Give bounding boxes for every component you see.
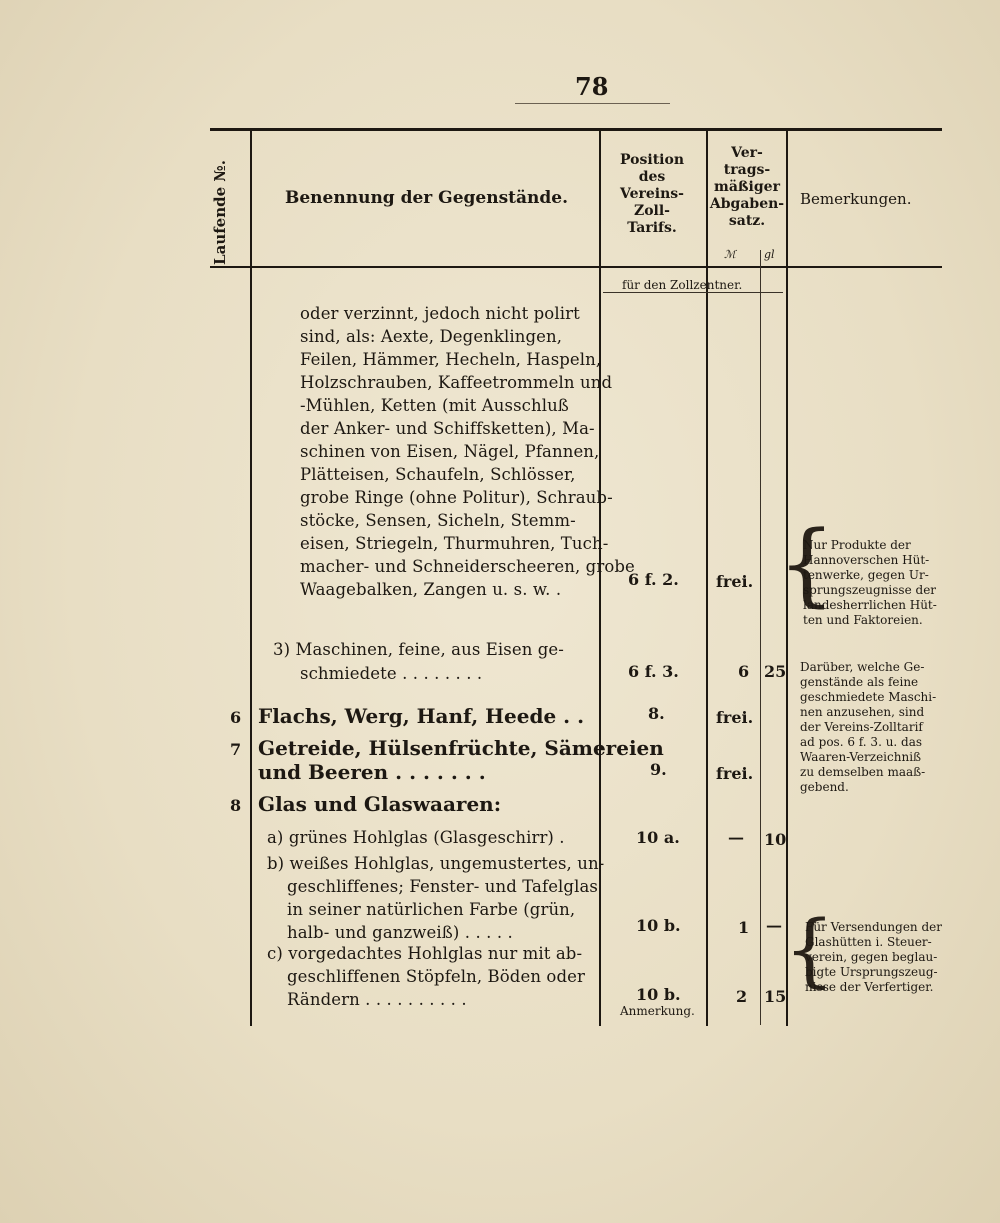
glas-c-note: Anmerkung.	[620, 1004, 695, 1018]
item-position: 9.	[650, 760, 667, 779]
table-top-rule	[210, 128, 942, 131]
glas-a-position: 10 a.	[636, 828, 680, 847]
item-label-getreide-2: und Beeren . . . . . . .	[258, 760, 486, 784]
remark-hannover: Nur Produkte der Hannoverschen Hüt- tenwerke, gegen Ur- sprungszeugnisse der landesherrlichen Hüt- ten und Faktoreien.	[803, 538, 937, 627]
item-label-flachs: Flachs, Werg, Hanf, Heede . .	[258, 704, 585, 728]
glas-c-satz-groschen: 15	[764, 987, 787, 1006]
item-position: 8.	[648, 704, 665, 723]
page-number-rule	[515, 103, 670, 104]
page-number: 78	[575, 72, 609, 101]
maschinen-position: 6 f. 3.	[628, 662, 679, 681]
item-description-block: oder verzinnt, jedoch nicht polirt sind, als: Aexte, Degenklingen, Feilen, Hämmer, Hecheln, Haspeln, Holzschrauben, Kaffeetrommeln und -Mühlen, Ketten (mit Ausschluß der Anker- und Schiffsketten), Ma- schinen von Eisen, Nägel, Pfannen, Plätteisen, Schaufeln, Schlösser, grobe Ringe (ohne Politur), Schraub- stöcke, Sensen, Sicheln, Stemm- eisen, Striegeln, Thurmuhren, Tuch- macher- und Schneiderscheeren, grobe Waagebalken, Zangen u. s. w. .	[300, 304, 635, 599]
header-benennung: Benennung der Gegenstände.	[285, 188, 568, 208]
glas-b-label: b) weißes Hohlglas, ungemustertes, un- geschliffenes; Fenster- und Tafelglas in seiner natürlichen Farbe (grün, halb- und ganzweiß) . . . . .	[267, 854, 605, 942]
row1-position: 6 f. 2.	[628, 570, 679, 589]
remark-maschinen: Darüber, welche Ge- genstände als feine geschmiedete Maschi- nen anzusehen, sind der Vereins-Zolltarif ad pos. 6 f. 3. u. das Waaren-Verzeichniß zu demselben maaß- gebend.	[800, 660, 937, 794]
glas-b-position: 10 b.	[636, 916, 681, 935]
item-number: 6	[230, 708, 242, 727]
glas-c-satz-thaler: 2	[736, 987, 748, 1006]
maschinen-label: 3) Maschinen, feine, aus Eisen ge-	[273, 640, 564, 659]
glas-a-satz-groschen: 10	[764, 830, 787, 849]
glas-a-label: a) grünes Hohlglas (Glasgeschirr) .	[267, 828, 565, 847]
item-number: 7	[230, 740, 242, 759]
header-position: Position des Vereins- Zoll- Tarifs.	[620, 152, 684, 236]
glas-a-satz-thaler: —	[728, 828, 744, 847]
item-label-getreide: Getreide, Hülsenfrüchte, Sämereien	[258, 736, 664, 760]
maschinen-satz-thaler: 6	[738, 662, 750, 681]
maschinen-label-2: schmiedete . . . . . . . .	[300, 664, 483, 683]
header-vertrag: Ver- trags- mäßiger Abgaben- satz.	[709, 145, 785, 229]
header-bemerkungen: Bemerkungen.	[800, 190, 912, 208]
item-satz: frei.	[716, 708, 754, 727]
header-laufende-nr: Laufende №.	[211, 160, 229, 265]
glas-c-label: c) vorgedachtes Hohlglas nur mit ab- geschliffenen Stöpfeln, Böden oder Rändern . . . . . . . . . .	[267, 944, 585, 1009]
remark-brace: {	[778, 512, 836, 617]
column-divider	[250, 130, 252, 1026]
row1-satz: frei.	[716, 572, 754, 591]
remark-brace: {	[784, 903, 835, 996]
remark-glashuetten: Für Versendungen der Glashütten i. Steuer- verein, gegen beglau- bigte Ursprungszeug- nisse der Verfertiger.	[805, 920, 942, 994]
item-label-glas: Glas und Glaswaaren:	[258, 792, 502, 816]
item-number: 8	[230, 796, 242, 815]
unit-thaler: ℳ	[724, 248, 736, 261]
satz-subdivider	[760, 250, 761, 1025]
item-satz: frei.	[716, 764, 754, 783]
maschinen-satz-groschen: 25	[764, 662, 787, 681]
glas-b-satz-groschen: —	[766, 916, 782, 935]
unit-groschen: gl	[764, 248, 775, 261]
glas-c-position: 10 b.	[636, 985, 681, 1004]
subheader-rule	[603, 292, 783, 293]
header-bottom-rule	[210, 266, 942, 268]
glas-b-satz-thaler: 1	[738, 918, 750, 937]
column-divider	[706, 130, 708, 1026]
subheader-zollzentner: für den Zollzentner.	[622, 278, 743, 292]
